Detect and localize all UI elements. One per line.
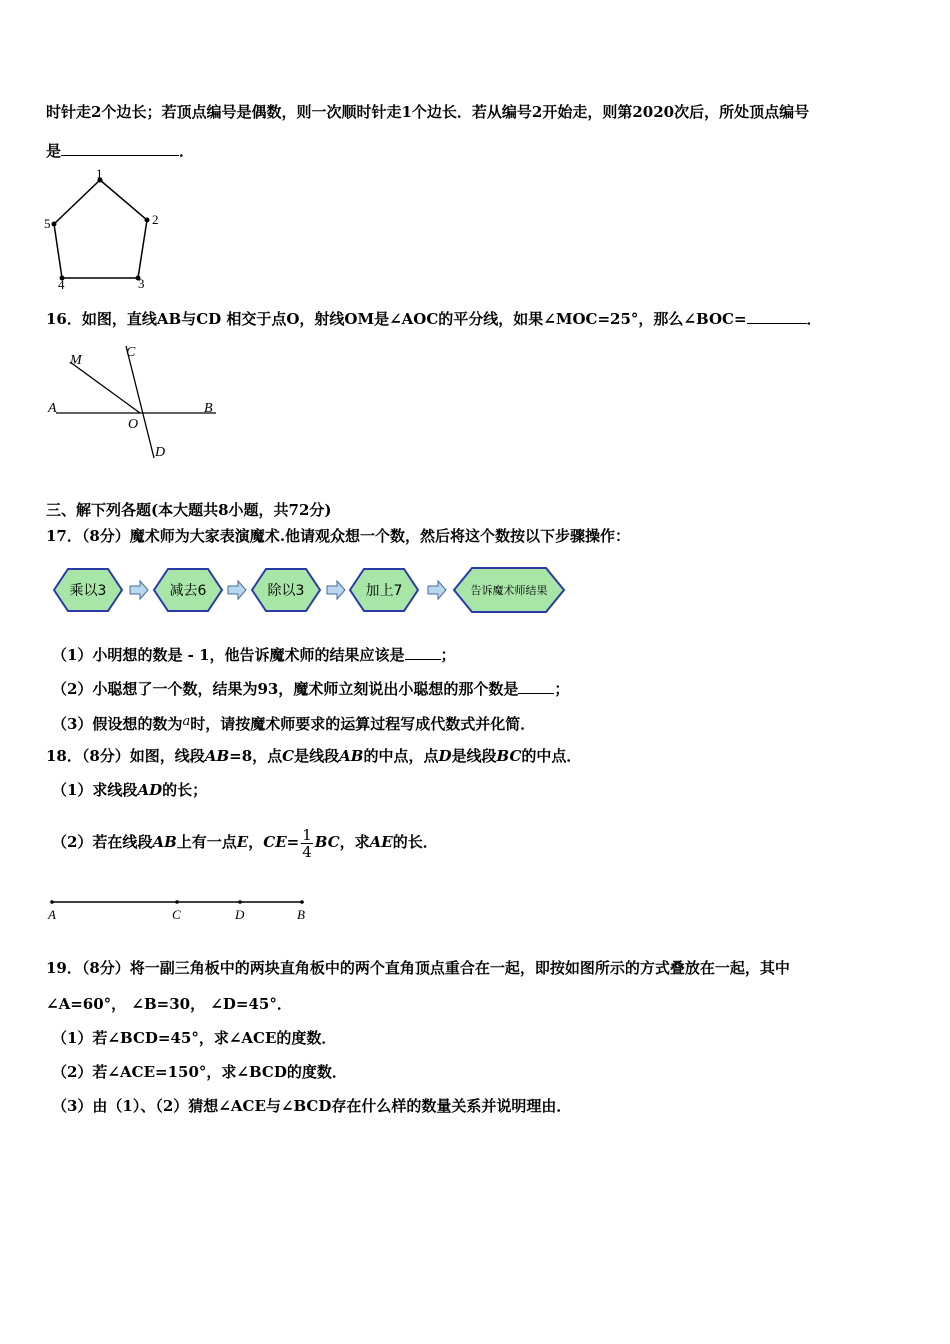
point-c	[175, 900, 179, 904]
label-m: M	[70, 353, 82, 368]
q19-angle-b: ∠B=30，	[131, 995, 206, 1013]
seg-label-d: D	[235, 907, 245, 922]
label-c: C	[126, 345, 136, 360]
q18-d: D	[438, 747, 452, 765]
q19-angle-a: ∠A=60°，	[46, 995, 127, 1013]
q18-p2-d: =	[286, 833, 300, 851]
label-b: B	[204, 401, 213, 416]
q19-angles	[46, 994, 292, 1014]
q15-line2-prefix: 是	[46, 142, 62, 160]
q15-answer-blank[interactable]	[61, 140, 179, 156]
step-label-1: 乘以3	[69, 583, 107, 599]
q18-p2-b: 上有一点	[176, 833, 237, 851]
q17-p3-var: a	[182, 714, 191, 729]
q16-stem	[46, 308, 822, 329]
q18-stem	[46, 746, 581, 766]
point-b	[300, 900, 304, 904]
q18-ab: AB	[204, 747, 230, 765]
q16-text-a: 16．如图，直线AB与CD 相交于点O，射线OM是∠AOC的平分线，如果∠MOC=25°，那么∠BOC=	[46, 310, 747, 328]
vertex-label-2: 2	[152, 212, 159, 227]
seg-label-c: C	[172, 907, 181, 922]
point-d	[238, 900, 242, 904]
vertex-label-5: 5	[44, 216, 51, 231]
q18-p2-bc: BC	[314, 833, 340, 851]
q18-stem-f: 的中点．	[521, 747, 582, 765]
q18-p2-f: 的长．	[392, 833, 438, 851]
fraction-one-quarter	[301, 827, 313, 860]
q18-p1-b: 的长；	[162, 781, 208, 799]
seg-label-b: B	[297, 907, 305, 922]
q19-stem: 19．（8分）将一副三角板中的两块直角板中的两个直角顶点重合在一起，即按如图所示的方式叠放在一起，其中	[46, 959, 790, 977]
q17-p3-rest: 时，请按魔术师要求的运算过程写成代数式并化简．	[190, 715, 536, 733]
q19-angle-d: ∠D=45°．	[210, 995, 292, 1013]
q15-line1: 时针走2个边长；若顶点编号是偶数，则一次顺时针走1个边长．若从编号2开始走，则第2020次后，所处顶点编号	[46, 103, 810, 121]
step-label-final: 告诉魔术师结果	[470, 584, 548, 597]
q17-p1-blank[interactable]	[405, 644, 441, 660]
q18-p1-a: （1）求线段	[52, 781, 138, 799]
q16-answer-blank[interactable]	[747, 308, 807, 324]
q18-p2-e: ，求	[339, 833, 370, 851]
point-a	[50, 900, 54, 904]
q18-stem-e: 是线段	[451, 747, 497, 765]
intersecting-lines-figure	[44, 336, 234, 466]
vertex-2-dot	[145, 218, 150, 223]
q17-p1-text: （1）小明想的数是 - 1，他告诉魔术师的结果应该是	[52, 646, 405, 664]
line-cd	[126, 346, 154, 458]
q18-ad: AD	[137, 781, 163, 799]
ray-om	[70, 362, 140, 413]
flow-arrow-1	[130, 581, 148, 599]
flow-arrow-4	[428, 581, 446, 599]
pentagon-figure	[40, 168, 170, 298]
q17-p2-end: ；	[554, 680, 570, 698]
label-d: D	[155, 445, 166, 460]
q17-p2-text: （2）小聪想了一个数，结果为93，魔术师立刻说出小聪想的那个数是	[52, 680, 519, 698]
q18-p2-a: （2）若在线段	[52, 833, 153, 851]
q18-part2	[52, 822, 438, 862]
pentagon-shape	[54, 180, 147, 278]
q19-part2: （2）若∠ACE=150°，求∠BCD的度数．	[52, 1063, 347, 1081]
step-label-4: 加上7	[365, 583, 403, 599]
q17-p2-blank[interactable]	[518, 678, 554, 694]
step-tell-result	[454, 568, 564, 612]
q19-part1: （1）若∠BCD=45°，求∠ACE的度数．	[52, 1029, 337, 1047]
q18-ce: CE	[263, 833, 287, 851]
q18-stem-a: 18．（8分）如图，线段	[46, 747, 205, 765]
q17-part3	[52, 712, 535, 734]
fraction-numerator: 1	[302, 825, 312, 844]
flow-arrow-3	[327, 581, 345, 599]
step-subtract-6	[154, 569, 222, 611]
q17-stem: 17．（8分）魔术师为大家表演魔术.他请观众想一个数，然后将这个数按以下步骤操作：	[46, 527, 631, 545]
q18-c: C	[282, 747, 295, 765]
segment-figure	[44, 892, 324, 926]
q18-ab-2: AB	[339, 747, 364, 765]
vertex-label-4: 4	[58, 277, 65, 292]
step-divide-3	[252, 569, 320, 611]
q15-line2-suffix: ．	[179, 142, 195, 160]
step-add-7	[350, 569, 418, 611]
vertex-label-3: 3	[138, 276, 145, 291]
q17-part1	[52, 644, 456, 665]
step-multiply-3	[54, 569, 122, 611]
vertex-label-1: 1	[96, 168, 103, 181]
fraction-denominator: 4	[302, 842, 312, 861]
step-label-3: 除以3	[267, 583, 305, 599]
q18-part1	[52, 780, 207, 800]
label-a: A	[48, 401, 57, 416]
q18-bc: BC	[496, 747, 522, 765]
section-3-title: 三、解下列各题(本大题共8小题，共72分)	[46, 501, 332, 519]
q19-part3: （3）由（1）、（2）猜想∠ACE与∠BCD存在什么样的数量关系并说明理由．	[52, 1097, 572, 1115]
q18-ae: AE	[369, 833, 393, 851]
q18-stem-d: 的中点，点	[363, 747, 439, 765]
q17-p1-end: ；	[440, 646, 456, 664]
q16-text-b: ．	[806, 310, 822, 328]
q18-p2-ab: AB	[152, 833, 177, 851]
seg-label-a: A	[48, 907, 56, 922]
q18-e: E	[236, 833, 249, 851]
step-label-2: 减去6	[169, 583, 207, 599]
label-o: O	[128, 417, 139, 432]
q15-line2	[46, 140, 194, 161]
q17-part2	[52, 678, 569, 699]
q18-stem-b: =8，点	[229, 747, 283, 765]
flow-arrow-2	[228, 581, 246, 599]
q18-p2-c: ，	[248, 833, 264, 851]
vertex-5-dot	[52, 222, 57, 227]
magic-flowchart	[52, 566, 572, 614]
q18-stem-c: 是线段	[294, 747, 340, 765]
q17-p3-text: （3）假设想的数为	[52, 715, 183, 733]
